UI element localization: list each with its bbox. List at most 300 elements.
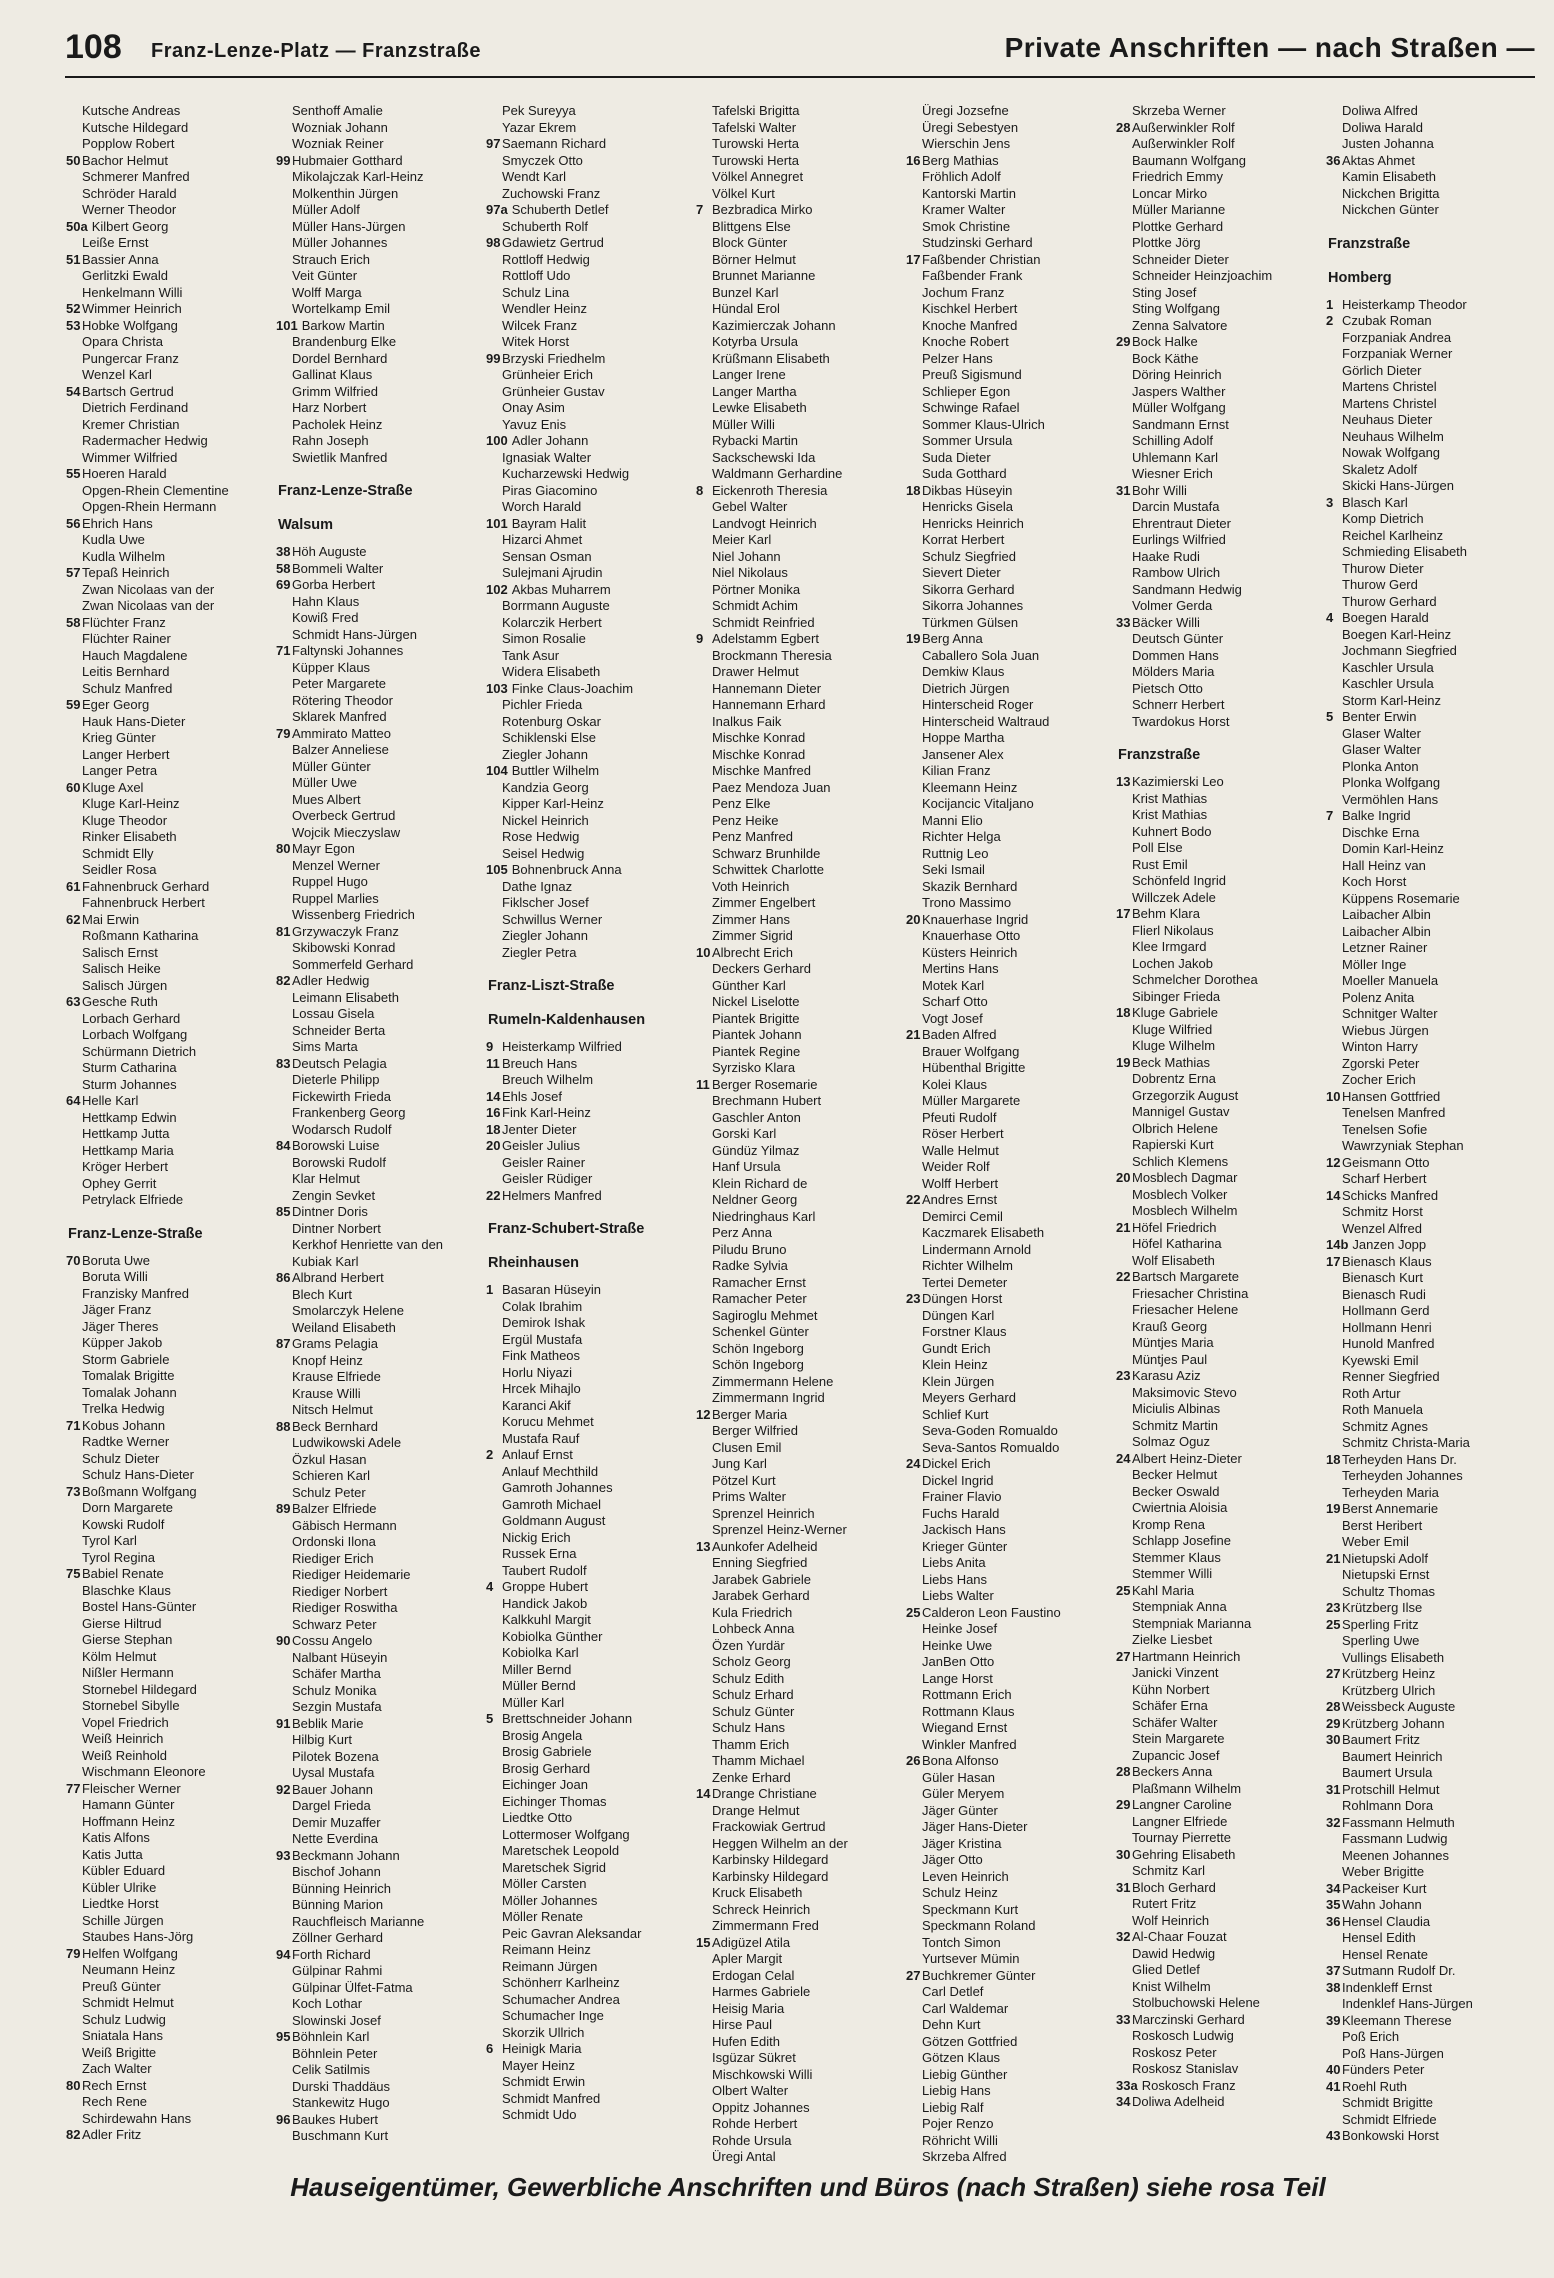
resident-name: Kudla Wilhelm [82, 548, 166, 564]
resident-name: Weiß Heinrich [82, 1731, 164, 1746]
house-number: 38 [276, 544, 291, 559]
resident-entry [66, 664, 276, 681]
resident-name: Baumert Fritz [1342, 1732, 1421, 1747]
resident-name: Scholz Georg [712, 1654, 791, 1669]
resident-entry [276, 2062, 486, 2079]
resident-entry [696, 301, 906, 318]
resident-name: Protschill Helmut [1342, 1781, 1440, 1797]
resident-entry [906, 1984, 1116, 2001]
resident-entry [906, 235, 1116, 252]
resident-entry [1326, 1633, 1536, 1650]
resident-entry [696, 1803, 906, 1820]
resident-entry [906, 1209, 1116, 1226]
resident-name: Mosblech Dagmar [1132, 1170, 1238, 1185]
resident-name: Rahn Joseph [292, 433, 369, 448]
resident-entry [276, 367, 486, 384]
resident-entry [1116, 1467, 1326, 1484]
resident-entry [1326, 1237, 1536, 1254]
resident-name: Heinigk Maria [502, 2041, 582, 2056]
resident-name: Peter Margarete [292, 676, 386, 691]
resident-name: Karbinsky Hildegard [712, 1868, 829, 1884]
resident-name: Geisler Rüdiger [502, 1171, 593, 1186]
resident-name: Barkow Martin [301, 317, 385, 333]
resident-name: Klein Heinz [922, 1357, 988, 1372]
resident-entry [66, 1192, 276, 1209]
resident-entry [66, 1616, 276, 1633]
resident-entry [906, 829, 1116, 846]
resident-entry [1116, 1896, 1326, 1913]
resident-entry [1326, 1930, 1536, 1947]
resident-entry [696, 532, 906, 549]
resident-entry [1326, 1039, 1536, 1056]
house-number: 50 [66, 152, 81, 168]
resident-entry [1326, 610, 1536, 627]
resident-entry [66, 1060, 276, 1077]
resident-name: Schlich Klemens [1132, 1153, 1229, 1169]
resident-entry [486, 1678, 696, 1695]
house-number: 30 [1116, 1846, 1131, 1862]
resident-entry [1116, 1517, 1326, 1534]
house-number: 14 [486, 1088, 501, 1104]
resident-entry [486, 2058, 696, 2075]
resident-entry [906, 813, 1116, 830]
resident-name: Fiklscher Josef [502, 895, 589, 910]
resident-entry [276, 1716, 486, 1733]
resident-name: Trelka Hedwig [82, 1401, 165, 1416]
resident-entry [906, 2017, 1116, 2034]
resident-entry [486, 1480, 696, 1497]
resident-name: Krützberg Johann [1342, 1715, 1445, 1731]
resident-entry [1326, 561, 1536, 578]
resident-entry [276, 1237, 486, 1254]
resident-entry [906, 549, 1116, 566]
resident-entry [276, 235, 486, 252]
resident-entry [276, 1452, 486, 1469]
resident-name: Durski Thaddäus [292, 2078, 391, 2094]
house-number: 97a [486, 202, 508, 217]
resident-entry [1116, 516, 1326, 533]
resident-name: Wiesner Erich [1132, 466, 1213, 481]
house-number: 63 [66, 994, 81, 1009]
resident-name: Flüchter Franz [82, 614, 166, 630]
resident-entry [486, 285, 696, 302]
resident-entry [276, 1419, 486, 1436]
resident-name: Manni Elio [922, 812, 983, 828]
resident-name: Mues Albert [292, 791, 361, 807]
resident-entry [1326, 1468, 1536, 1485]
resident-entry [696, 1687, 906, 1704]
resident-name: Scharf Herbert [1342, 1171, 1427, 1186]
resident-entry [1116, 1979, 1326, 1996]
resident-entry [1326, 1188, 1536, 1205]
resident-name: Moeller Manuela [1342, 973, 1439, 988]
resident-name: Helfen Wolfgang [82, 1945, 178, 1961]
resident-entry [1116, 252, 1326, 269]
resident-entry [486, 1348, 696, 1365]
resident-name: Schreck Heinrich [712, 1901, 811, 1917]
resident-name: Peic Gavran Aleksandar [502, 1925, 642, 1941]
resident-entry [1326, 2029, 1536, 2046]
house-number: 102 [486, 581, 508, 597]
resident-entry [696, 697, 906, 714]
resident-name: Storm Gabriele [82, 1351, 170, 1367]
resident-name: Schilling Adolf [1132, 433, 1213, 448]
resident-entry [1116, 1698, 1326, 1715]
resident-name: Wozniak Johann [292, 119, 388, 135]
street-heading: Franz-Lenze-Straße [68, 1225, 203, 1242]
resident-entry [66, 813, 276, 830]
resident-name: Zuchowski Franz [502, 185, 601, 201]
resident-name: Krauß Georg [1132, 1318, 1208, 1334]
resident-entry [486, 582, 696, 599]
resident-name: Höfel Friedrich [1132, 1219, 1217, 1235]
resident-entry [66, 598, 276, 615]
resident-name: Demirci Cemil [922, 1208, 1003, 1224]
resident-name: Sprenzel Heinz-Werner [712, 1522, 847, 1537]
resident-entry [906, 1803, 1116, 1820]
resident-entry [66, 1500, 276, 1517]
resident-name: Wahn Johann [1342, 1897, 1422, 1912]
resident-name: Apler Margit [712, 1951, 783, 1966]
resident-name: Dietrich Jürgen [922, 680, 1010, 696]
resident-entry [1116, 1946, 1326, 1963]
resident-entry [486, 1662, 696, 1679]
house-number: 14b [1326, 1237, 1349, 1252]
resident-name: Beck Bernhard [292, 1418, 378, 1434]
resident-entry [1116, 1253, 1326, 1270]
resident-entry [696, 879, 906, 896]
resident-name: Güler Meryem [922, 1786, 1005, 1801]
resident-name: Tenelsen Manfred [1342, 1105, 1446, 1120]
resident-entry [66, 2045, 276, 2062]
resident-name: Radtke Werner [82, 1434, 170, 1449]
resident-name: Baumert Ursula [1342, 1765, 1433, 1780]
resident-entry [1116, 1830, 1326, 1847]
resident-name: Schulz Dieter [82, 1450, 160, 1466]
resident-entry [486, 1056, 696, 1073]
resident-name: Ruppel Marlies [292, 890, 379, 906]
resident-entry [486, 1579, 696, 1596]
resident-name: Jenter Dieter [502, 1121, 577, 1137]
resident-name: Zöllner Gerhard [292, 1930, 384, 1945]
resident-entry [1326, 1534, 1536, 1551]
resident-entry [276, 2013, 486, 2030]
resident-name: Calderon Leon Faustino [922, 1604, 1061, 1620]
resident-name: Poll Else [1132, 840, 1183, 855]
resident-entry [276, 334, 486, 351]
resident-entry [276, 1072, 486, 1089]
house-number: 52 [66, 301, 81, 316]
resident-name: Harz Norbert [292, 400, 367, 415]
resident-name: Hensel Renate [1342, 1946, 1428, 1962]
resident-name: Sikorra Gerhard [922, 581, 1015, 597]
resident-entry [906, 466, 1116, 483]
resident-entry [1326, 2095, 1536, 2112]
resident-entry [1326, 379, 1536, 396]
resident-entry [696, 1869, 906, 1886]
resident-name: Brosig Gabriele [502, 1744, 592, 1759]
resident-name: Sturm Catharina [82, 1060, 177, 1075]
resident-entry [906, 2034, 1116, 2051]
resident-name: Speckmann Roland [922, 1918, 1036, 1933]
house-number: 51 [66, 251, 81, 267]
resident-entry [486, 1513, 696, 1530]
resident-name: Babiel Renate [82, 1566, 164, 1581]
resident-name: Glaser Walter [1342, 725, 1421, 741]
house-number: 9 [486, 1039, 494, 1054]
resident-entry [1116, 565, 1326, 582]
resident-name: Goldmann August [502, 1513, 606, 1528]
resident-name: Forzpaniak Werner [1342, 346, 1453, 361]
resident-name: Schmitz Christa-Maria [1342, 1435, 1470, 1450]
resident-entry [906, 1192, 1116, 1209]
house-number: 28 [1116, 1764, 1131, 1779]
house-number: 23 [1326, 1600, 1341, 1615]
resident-name: Lange Horst [922, 1670, 993, 1686]
resident-entry [1116, 1137, 1326, 1154]
resident-entry [696, 499, 906, 516]
resident-entry [66, 433, 276, 450]
resident-name: Schulz Lina [502, 284, 570, 300]
resident-name: Trono Massimo [922, 895, 1012, 910]
resident-name: Kübler Eduard [82, 1863, 166, 1878]
resident-entry [66, 1682, 276, 1699]
resident-entry [486, 268, 696, 285]
resident-name: Kamin Elisabeth [1342, 169, 1436, 184]
resident-entry [276, 1534, 486, 1551]
resident-entry [276, 907, 486, 924]
resident-entry [66, 1599, 276, 1616]
resident-name: Brockmann Theresia [712, 647, 832, 663]
resident-name: Blasch Karl [1342, 494, 1408, 510]
resident-entry [906, 1704, 1116, 1721]
resident-entry [696, 1291, 906, 1308]
resident-name: Bloch Gerhard [1132, 1879, 1216, 1895]
resident-name: Krist Mathias [1132, 807, 1208, 822]
resident-entry [276, 1435, 486, 1452]
resident-name: Hoppe Martha [922, 730, 1005, 745]
resident-name: Weber Emil [1342, 1534, 1409, 1549]
resident-entry [276, 318, 486, 335]
resident-name: Waldmann Gerhardine [712, 466, 843, 481]
resident-entry [276, 450, 486, 467]
resident-name: Preuß Sigismund [922, 367, 1022, 382]
resident-entry [486, 1039, 696, 1056]
resident-entry [906, 582, 1116, 599]
resident-entry [1116, 697, 1326, 714]
resident-name: Gündüz Yilmaz [712, 1142, 800, 1158]
resident-entry [696, 1836, 906, 1853]
resident-entry [1116, 1616, 1326, 1633]
resident-name: Fröhlich Adolf [922, 169, 1001, 184]
resident-entry [1326, 1336, 1536, 1353]
resident-name: Zimmermann Fred [712, 1918, 819, 1933]
resident-entry [1326, 1485, 1536, 1502]
resident-entry [486, 384, 696, 401]
resident-entry [66, 1533, 276, 1550]
resident-name: Stolbuchowski Helene [1132, 1995, 1260, 2010]
resident-name: Salisch Heike [82, 961, 161, 976]
resident-entry [696, 186, 906, 203]
resident-entry [1116, 268, 1326, 285]
resident-name: Kübler Ulrike [82, 1879, 157, 1895]
resident-entry [1326, 478, 1536, 495]
resident-name: Hall Heinz van [1342, 857, 1426, 873]
resident-entry [696, 1159, 906, 1176]
resident-name: Thurow Dieter [1342, 560, 1424, 576]
resident-name: Uhlemann Karl [1132, 449, 1218, 465]
resident-entry [696, 1060, 906, 1077]
resident-name: Gierse Stephan [82, 1632, 173, 1647]
resident-name: Kandzia Georg [502, 779, 589, 795]
resident-entry [276, 1138, 486, 1155]
resident-entry [66, 1550, 276, 1567]
resident-entry [276, 643, 486, 660]
resident-name: Götzen Klaus [922, 2050, 1001, 2065]
resident-entry [486, 780, 696, 797]
resident-name: Kaczmarek Elisabeth [922, 1225, 1045, 1240]
house-number: 3 [1326, 494, 1334, 510]
resident-entry [486, 103, 696, 120]
resident-name: Beckmann Johann [292, 1847, 400, 1863]
house-number: 84 [276, 1138, 291, 1153]
resident-entry [486, 1138, 696, 1155]
resident-name: Koch Horst [1342, 874, 1407, 889]
resident-entry [66, 1632, 276, 1649]
resident-entry [696, 2133, 906, 2150]
resident-entry [906, 2083, 1116, 2100]
resident-entry [276, 1848, 486, 1865]
resident-name: Sommer Ursula [922, 433, 1013, 448]
resident-name: Radke Sylvia [712, 1258, 788, 1273]
resident-name: Buschmann Kurt [292, 2128, 389, 2143]
resident-entry [696, 1242, 906, 1259]
house-number: 32 [1116, 1929, 1131, 1944]
resident-name: Boruta Uwe [82, 1252, 150, 1268]
resident-entry [1116, 103, 1326, 120]
resident-entry [276, 990, 486, 1007]
resident-name: Bünning Marion [292, 1897, 384, 1912]
resident-entry [906, 1786, 1116, 1803]
resident-name: Kluge Wilhelm [1132, 1038, 1216, 1053]
resident-entry [276, 825, 486, 842]
resident-entry [696, 1324, 906, 1341]
resident-entry [276, 1732, 486, 1749]
resident-entry [1326, 676, 1536, 693]
resident-name: Krause Elfriede [292, 1369, 381, 1384]
resident-name: Sikorra Johannes [922, 598, 1024, 613]
resident-entry [1116, 1929, 1326, 1946]
resident-entry [1116, 318, 1326, 335]
resident-name: Dordel Bernhard [292, 350, 388, 366]
resident-entry [696, 202, 906, 219]
resident-name: Bunzel Karl [712, 284, 779, 300]
resident-name: Knoche Robert [922, 334, 1009, 349]
resident-entry [906, 1885, 1116, 1902]
resident-name: Clusen Emil [712, 1439, 782, 1455]
resident-entry [66, 1962, 276, 1979]
resident-name: Bayram Halit [511, 515, 587, 531]
resident-name: Storm Karl-Heinz [1342, 692, 1441, 708]
resident-name: Müller Margarete [922, 1093, 1021, 1108]
house-number: 101 [486, 515, 508, 531]
resident-name: Olbert Walter [712, 2083, 789, 2098]
resident-entry [696, 747, 906, 764]
directory-columns [66, 103, 1536, 2164]
house-number: 8 [696, 482, 704, 498]
house-number: 79 [276, 725, 291, 741]
resident-name: Zwan Nicolaas van der [82, 581, 215, 597]
resident-name: Müller Uwe [292, 775, 358, 790]
resident-entry [906, 169, 1116, 186]
house-number: 21 [1326, 1550, 1341, 1566]
resident-name: Schäfer Martha [292, 1666, 381, 1681]
resident-name: Roßmann Katharina [82, 928, 199, 943]
resident-name: Geisler Julius [502, 1138, 581, 1153]
resident-entry [1326, 1947, 1536, 1964]
resident-entry [696, 1605, 906, 1622]
resident-entry [486, 1365, 696, 1382]
resident-name: Stankewitz Hugo [292, 2095, 390, 2110]
resident-entry [1116, 1682, 1326, 1699]
column-2 [276, 103, 486, 2143]
resident-name: Ramacher Ernst [712, 1274, 806, 1290]
resident-name: Schlapp Josefine [1132, 1533, 1232, 1548]
resident-name: Hannemann Dieter [712, 680, 822, 696]
resident-name: Maksimovic Stevo [1132, 1384, 1237, 1400]
resident-name: Bostel Hans-Günter [82, 1599, 197, 1614]
resident-entry [66, 384, 276, 401]
resident-name: Balke Ingrid [1342, 808, 1411, 823]
resident-name: Forstner Klaus [922, 1324, 1007, 1339]
house-number: 80 [66, 2077, 81, 2093]
street-heading: Homberg [1328, 269, 1392, 286]
resident-entry [696, 1489, 906, 1506]
resident-entry [906, 1093, 1116, 1110]
resident-name: Seidler Rosa [82, 862, 157, 877]
resident-name: Pungercar Franz [82, 350, 179, 366]
resident-entry [66, 697, 276, 714]
resident-name: Seva-Goden Romualdo [922, 1423, 1058, 1438]
resident-name: Üregi Jozsefne [922, 103, 1009, 118]
resident-entry [276, 1155, 486, 1172]
resident-name: Vermöhlen Hans [1342, 791, 1439, 807]
resident-entry [1116, 1302, 1326, 1319]
resident-name: Twardokus Horst [1132, 713, 1230, 729]
resident-entry [906, 103, 1116, 120]
resident-name: Liebig Ralf [922, 2099, 984, 2115]
resident-entry [1326, 660, 1536, 677]
resident-name: Pichler Frieda [502, 697, 583, 712]
resident-entry [486, 648, 696, 665]
resident-name: Langer Petra [82, 763, 158, 778]
house-number: 97 [486, 136, 501, 151]
resident-entry [1116, 2061, 1326, 2078]
resident-name: Koch Lothar [292, 1996, 363, 2011]
street-heading: Franzstraße [1118, 747, 1201, 763]
resident-name: Riediger Erich [292, 1550, 374, 1566]
resident-entry [906, 268, 1116, 285]
resident-entry [66, 1126, 276, 1143]
resident-entry [66, 681, 276, 698]
resident-entry [1116, 384, 1326, 401]
resident-name: Zimmermann Helene [712, 1373, 834, 1389]
resident-name: Janzen Jopp [1352, 1237, 1427, 1252]
resident-entry [66, 450, 276, 467]
resident-entry [906, 1077, 1116, 1094]
resident-entry [696, 2050, 906, 2067]
resident-entry [1326, 103, 1536, 120]
